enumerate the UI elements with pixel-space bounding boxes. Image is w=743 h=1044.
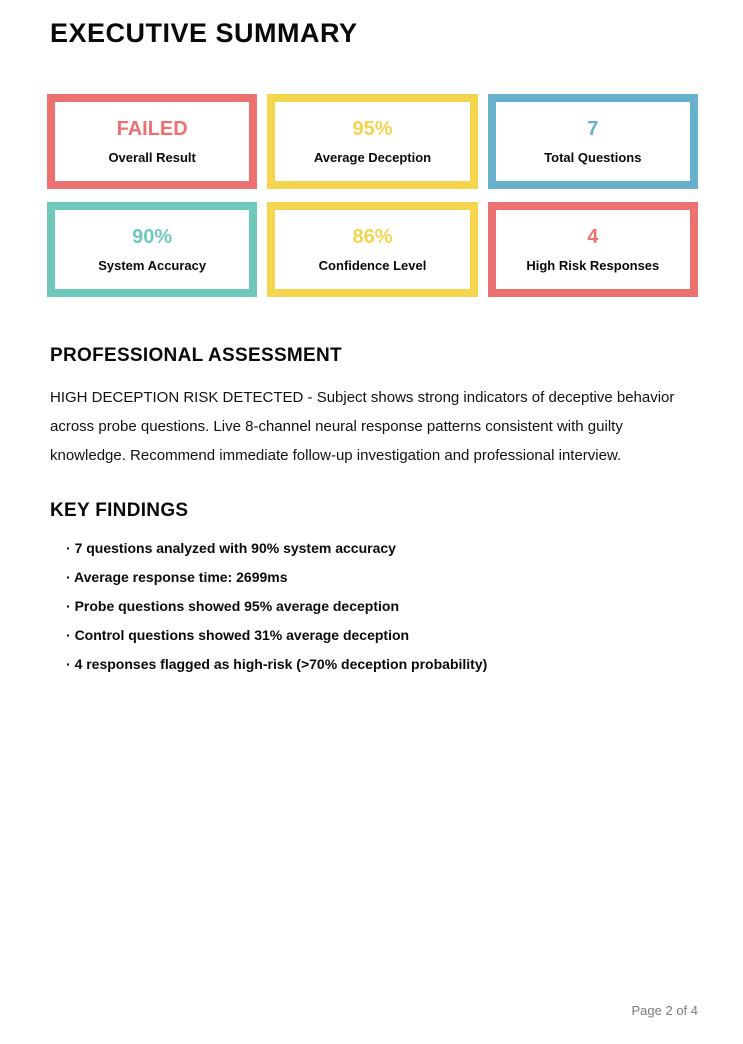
stat-card-value: 90%: [132, 226, 173, 248]
finding-item: · 4 responses flagged as high-risk (>70% deception probability): [66, 656, 698, 673]
finding-item: · Control questions showed 31% average deception: [66, 627, 698, 644]
assessment-heading: PROFESSIONAL ASSESSMENT: [50, 345, 342, 366]
stat-card-average-deception: [267, 94, 477, 189]
finding-item: · Average response time: 2699ms: [66, 569, 698, 586]
stat-card-label: System Accuracy: [98, 258, 207, 273]
stat-card-label: High Risk Responses: [526, 258, 660, 273]
findings-list: [66, 540, 698, 673]
stat-card-overall-result: [47, 94, 257, 189]
stat-card-label: Average Deception: [313, 150, 432, 165]
stat-card-value: 86%: [352, 226, 393, 248]
stat-card-label: Total Questions: [544, 150, 642, 165]
page-title: EXECUTIVE SUMMARY: [50, 18, 358, 48]
stat-card-label: Overall Result: [108, 150, 196, 165]
stat-card-high-risk-responses: [488, 202, 698, 297]
stat-card-label: Confidence Level: [318, 258, 427, 273]
findings-heading: KEY FINDINGS: [50, 500, 189, 521]
finding-item: · 7 questions analyzed with 90% system accuracy: [66, 540, 698, 557]
stat-card-system-accuracy: [47, 202, 257, 297]
stat-card-value: FAILED: [116, 118, 188, 140]
stat-card-value: 7: [587, 118, 599, 140]
stat-card-value: 4: [587, 226, 599, 248]
page-number: Page 2 of 4: [631, 1003, 698, 1018]
stat-cards-grid: [47, 94, 698, 297]
stat-card-total-questions: [488, 94, 698, 189]
assessment-body: HIGH DECEPTION RISK DETECTED - Subject shows strong indicators of deceptive behavior across probe questions. Live 8-channel neural response patterns consistent with guilty knowledge. Recommend immediate follow-up investigation and professional interview.: [50, 389, 675, 464]
stat-card-confidence-level: [267, 202, 477, 297]
stat-card-value: 95%: [352, 118, 393, 140]
finding-item: · Probe questions showed 95% average deception: [66, 598, 698, 615]
